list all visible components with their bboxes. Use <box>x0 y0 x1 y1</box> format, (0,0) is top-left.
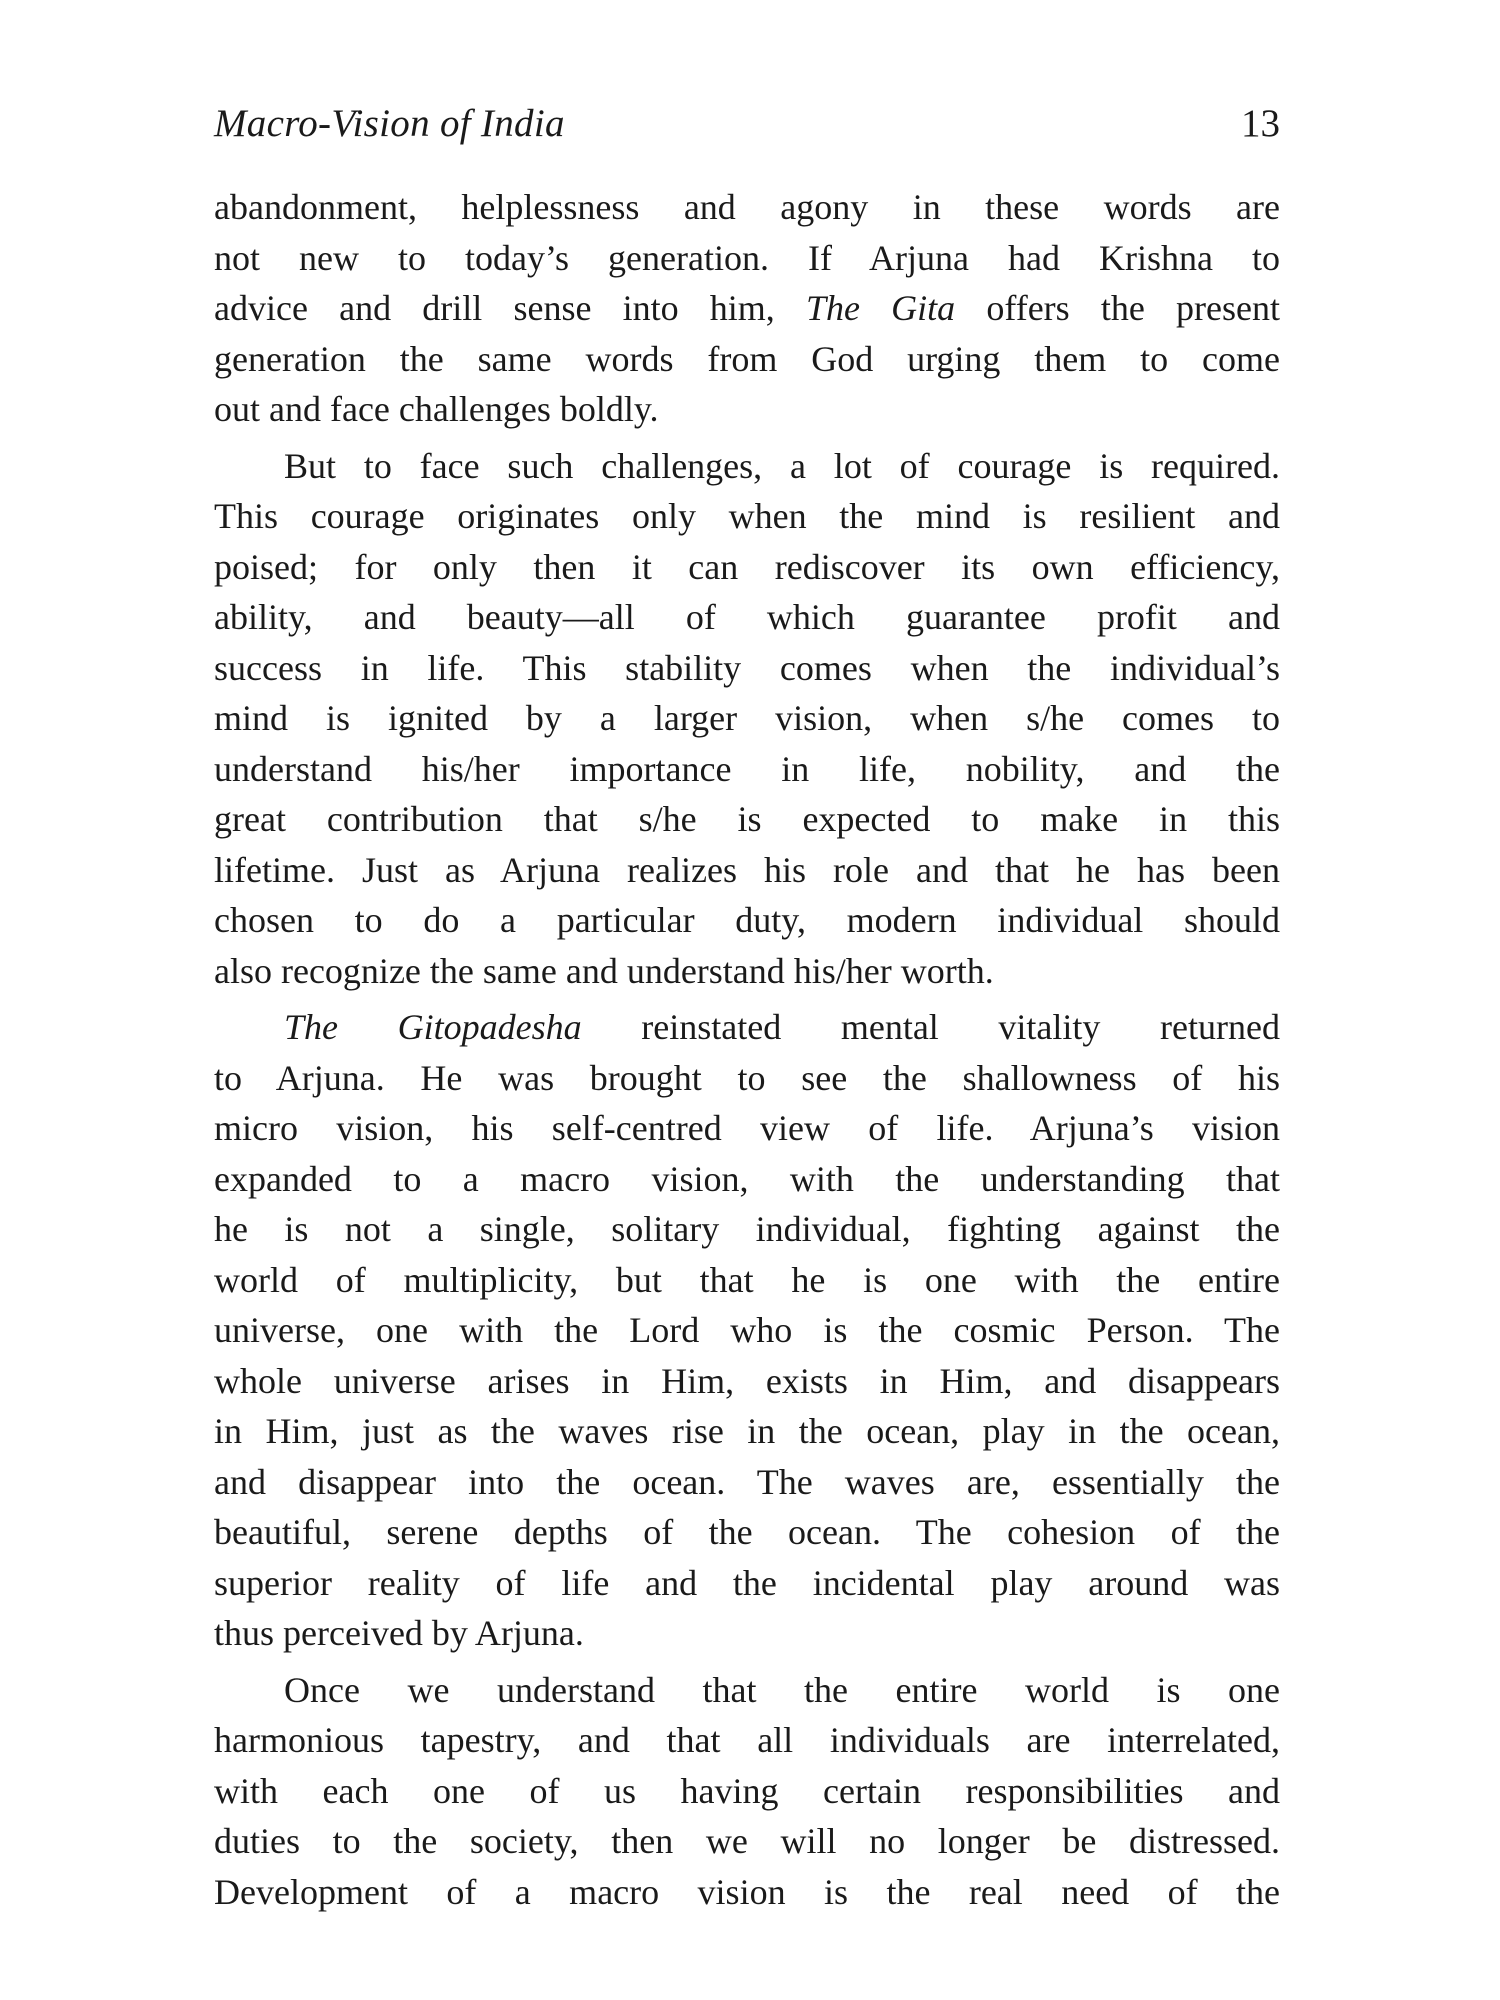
text-line: whole universe arises in Him, exists in Him, and disappears <box>214 1360 1280 1401</box>
text-line: also recognize the same and understand his/her worth. <box>214 950 994 991</box>
text-line: understand his/her importance in life, nobility, and the <box>214 748 1280 789</box>
italic-title: The Gita <box>806 288 956 328</box>
text-line: But to face such challenges, a lot of courage is required. <box>284 445 1280 486</box>
text-line: expanded to a macro vision, with the understanding that <box>214 1158 1280 1199</box>
running-title: Macro-Vision of India <box>214 102 565 145</box>
paragraph <box>214 441 1280 997</box>
text-line: advice and drill sense into him, The Gita offers the present <box>214 288 1280 328</box>
text-line: Development of a macro vision is the real need of the <box>214 1871 1280 1912</box>
text-line: not new to today’s generation. If Arjuna had Krishna to <box>214 237 1280 278</box>
text-line: in Him, just as the waves rise in the ocean, play in the ocean, <box>214 1411 1280 1451</box>
text-line: Once we understand that the entire world is one <box>284 1669 1280 1710</box>
text-line: mind is ignited by a larger vision, when s/he comes to <box>214 698 1280 738</box>
text-line: out and face challenges boldly. <box>214 389 659 429</box>
text-line: abandonment, helplessness and agony in these words are <box>214 187 1280 227</box>
text-line: poised; for only then it can rediscover its own efficiency, <box>214 546 1280 587</box>
text-line: beautiful, serene depths of the ocean. The cohesion of the <box>214 1512 1280 1552</box>
text-line: lifetime. Just as Arjuna realizes his role and that he has been <box>214 849 1280 890</box>
text-line: great contribution that s/he is expected to make in this <box>214 799 1280 839</box>
italic-title: The Gitopadesha <box>284 1007 582 1047</box>
text-line: chosen to do a particular duty, modern individual should <box>214 900 1280 940</box>
text-line: superior reality of life and the incidental play around was <box>214 1562 1280 1603</box>
paragraph <box>214 1002 1280 1659</box>
text-line: world of multiplicity, but that he is one with the entire <box>214 1259 1280 1300</box>
text-line: generation the same words from God urging them to come <box>214 338 1280 379</box>
text-line: success in life. This stability comes when the individual’s <box>214 647 1280 688</box>
body-text <box>214 182 1280 1917</box>
text-line: thus perceived by Arjuna. <box>214 1613 584 1653</box>
paragraph <box>214 182 1280 435</box>
text-line: and disappear into the ocean. The waves are, essentially the <box>214 1461 1280 1502</box>
text-line: he is not a single, solitary individual, fighting against the <box>214 1209 1280 1249</box>
text-line: The Gitopadesha reinstated mental vitality returned <box>284 1007 1280 1047</box>
page-number: 13 <box>1241 102 1280 145</box>
text-line: universe, one with the Lord who is the cosmic Person. The <box>214 1310 1280 1350</box>
text-line: duties to the society, then we will no longer be distressed. <box>214 1821 1280 1861</box>
paragraph <box>214 1665 1280 1918</box>
text-line: micro vision, his self-centred view of life. Arjuna’s vision <box>214 1108 1280 1148</box>
text-line: ability, and beauty—all of which guarantee profit and <box>214 597 1280 637</box>
text-line: to Arjuna. He was brought to see the shallowness of his <box>214 1057 1280 1098</box>
running-head <box>214 94 1280 154</box>
text-line: with each one of us having certain responsibilities and <box>214 1770 1280 1811</box>
text-line: harmonious tapestry, and that all individuals are interrelated, <box>214 1720 1280 1760</box>
text-line: This courage originates only when the mind is resilient and <box>214 496 1280 536</box>
